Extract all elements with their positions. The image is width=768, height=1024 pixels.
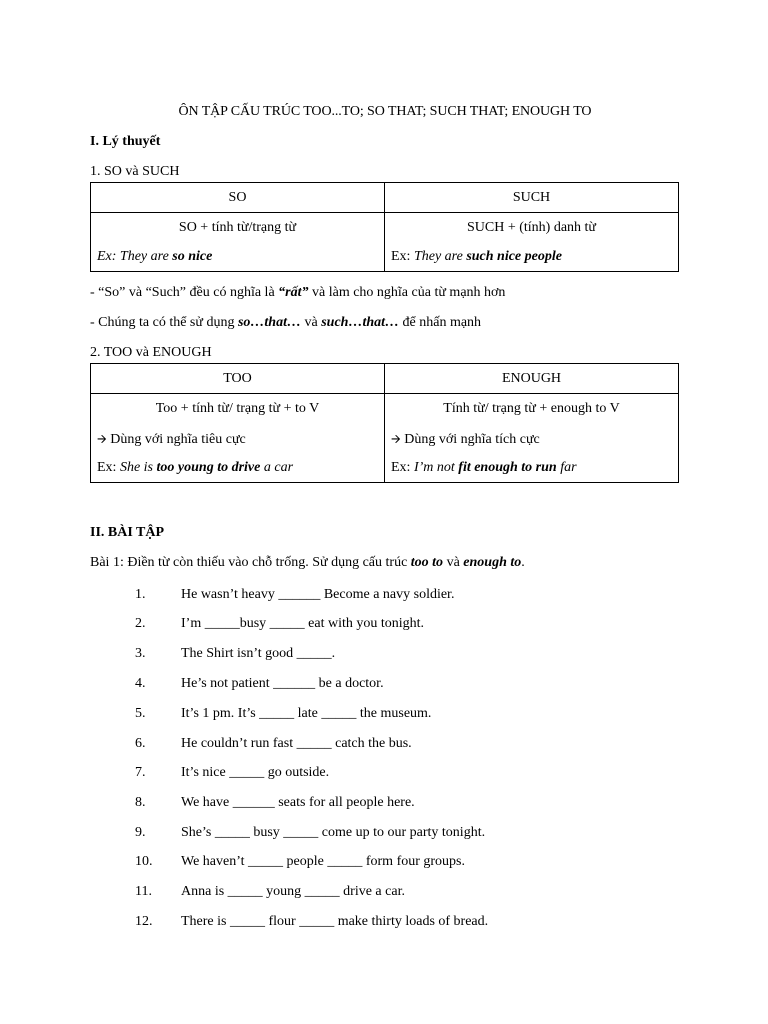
such-header: SUCH xyxy=(512,190,551,205)
exercise-text: Anna is _____ young _____ drive a car. xyxy=(181,884,405,899)
exercise-text: I’m _____busy _____ eat with you tonight. xyxy=(181,616,425,631)
such-example xyxy=(385,243,678,271)
note2-text: - Chúng ta có thể sử dụng xyxy=(90,315,238,330)
such-example-bold: such nice people xyxy=(466,249,562,264)
too-body-cell xyxy=(91,394,385,483)
note2-such-that: such…that… xyxy=(321,315,400,330)
exercise-text: It’s nice _____ go outside. xyxy=(181,765,330,780)
right-arrow-icon: 🡪 xyxy=(391,432,401,446)
exercise-number: 12. xyxy=(135,914,153,929)
enough-example xyxy=(385,454,678,482)
exercise-text: He couldn’t run fast _____ catch the bus. xyxy=(181,736,412,751)
exercise-text: It’s 1 pm. It’s _____ late _____ the museum. xyxy=(181,706,432,721)
too-example-end: a car xyxy=(260,460,294,475)
instr-and: và xyxy=(443,555,464,570)
too-enough-table xyxy=(90,363,679,483)
enough-header: ENOUGH xyxy=(501,371,562,386)
so-such-table xyxy=(90,182,679,272)
too-example-prefix: Ex: xyxy=(97,460,120,475)
exercise-number: 6. xyxy=(135,736,146,751)
exercise-number: 4. xyxy=(135,676,146,691)
such-example-prefix: Ex: xyxy=(391,249,414,264)
enough-body-cell xyxy=(385,394,679,483)
enough-meaning-text: Dùng với nghĩa tích cực xyxy=(404,432,540,447)
note1-emphasis: “rất” xyxy=(278,285,309,300)
exercise-text: The Shirt isn’t good _____. xyxy=(181,646,336,661)
exercise-instructions xyxy=(90,555,525,571)
exercise-number: 11. xyxy=(135,884,152,899)
enough-example-prefix: Ex: xyxy=(391,460,414,475)
note-so-such-meaning xyxy=(90,285,505,301)
section-heading-exercises: II. BÀI TẬP xyxy=(90,525,165,540)
page-title: ÔN TẬP CẤU TRÚC TOO...TO; SO THAT; SUCH THAT; ENOUGH TO xyxy=(178,104,592,119)
enough-example-bold: fit enough to run xyxy=(458,460,557,475)
exercise-text: There is _____ flour _____ make thirty loads of bread. xyxy=(181,914,489,929)
exercise-number: 9. xyxy=(135,825,146,840)
note2-and: và xyxy=(300,315,322,330)
exercise-number: 2. xyxy=(135,616,146,631)
too-header: TOO xyxy=(223,371,252,386)
such-body-cell xyxy=(385,213,679,272)
too-example xyxy=(91,454,384,482)
enough-header-cell xyxy=(385,364,679,394)
exercise-text: She’s _____ busy _____ come up to our party tonight. xyxy=(181,825,486,840)
instr-enough-to: enough to xyxy=(463,555,522,570)
such-formula: SUCH + (tính) danh từ xyxy=(466,220,597,235)
section-heading-theory: I. Lý thuyết xyxy=(90,134,161,149)
such-header-cell xyxy=(385,183,679,213)
note2-so-that: so…that… xyxy=(237,315,301,330)
exercise-number: 7. xyxy=(135,765,146,780)
enough-example-italic: I’m not xyxy=(413,460,459,475)
instr-end: . xyxy=(521,555,525,570)
too-example-bold: too young to drive xyxy=(156,460,261,475)
so-example-bold: so nice xyxy=(172,249,213,264)
note2-text-end: để nhấn mạnh xyxy=(399,315,482,330)
exercise-text: We have ______ seats for all people here. xyxy=(181,795,415,810)
exercise-number: 8. xyxy=(135,795,146,810)
right-arrow-icon: 🡪 xyxy=(97,432,107,446)
so-header-cell xyxy=(91,183,385,213)
exercise-text: We haven’t _____ people _____ form four groups. xyxy=(181,854,465,869)
such-example-italic: They are xyxy=(413,249,467,264)
so-body-cell xyxy=(91,213,385,272)
exercise-text: He wasn’t heavy ______ Become a navy soldier. xyxy=(181,587,455,602)
note1-text-end: và làm cho nghĩa của từ mạnh hơn xyxy=(308,285,506,300)
exercise-number: 10. xyxy=(135,854,153,869)
note-emphasis-usage xyxy=(90,315,481,331)
exercise-text: He’s not patient ______ be a doctor. xyxy=(181,676,384,691)
exercise-number: 1. xyxy=(135,587,146,602)
subheading-too-enough: 2. TOO và ENOUGH xyxy=(90,345,212,360)
so-example xyxy=(91,243,384,271)
enough-formula: Tính từ/ trạng từ + enough to V xyxy=(443,401,620,416)
instr-too-to: too to xyxy=(410,555,444,570)
too-header-cell xyxy=(91,364,385,394)
so-header: SO xyxy=(228,190,247,205)
too-meaning xyxy=(91,424,384,454)
exercise-number: 3. xyxy=(135,646,146,661)
note1-text: - “So” và “Such” đều có nghĩa là xyxy=(90,285,279,300)
too-meaning-text: Dùng với nghĩa tiêu cực xyxy=(110,432,246,447)
subheading-so-such: 1. SO và SUCH xyxy=(90,164,180,179)
instr-text: Bài 1: Điền từ còn thiếu vào chỗ trống. Sử dụng cấu trúc xyxy=(90,555,411,570)
enough-example-end: far xyxy=(556,460,577,475)
so-example-prefix: Ex: They are xyxy=(97,249,173,264)
too-formula: Too + tính từ/ trạng từ + to V xyxy=(155,401,320,416)
so-formula: SO + tính từ/trạng từ xyxy=(178,220,297,235)
exercise-number: 5. xyxy=(135,706,146,721)
too-example-italic: She is xyxy=(119,460,157,475)
enough-meaning xyxy=(385,424,678,454)
